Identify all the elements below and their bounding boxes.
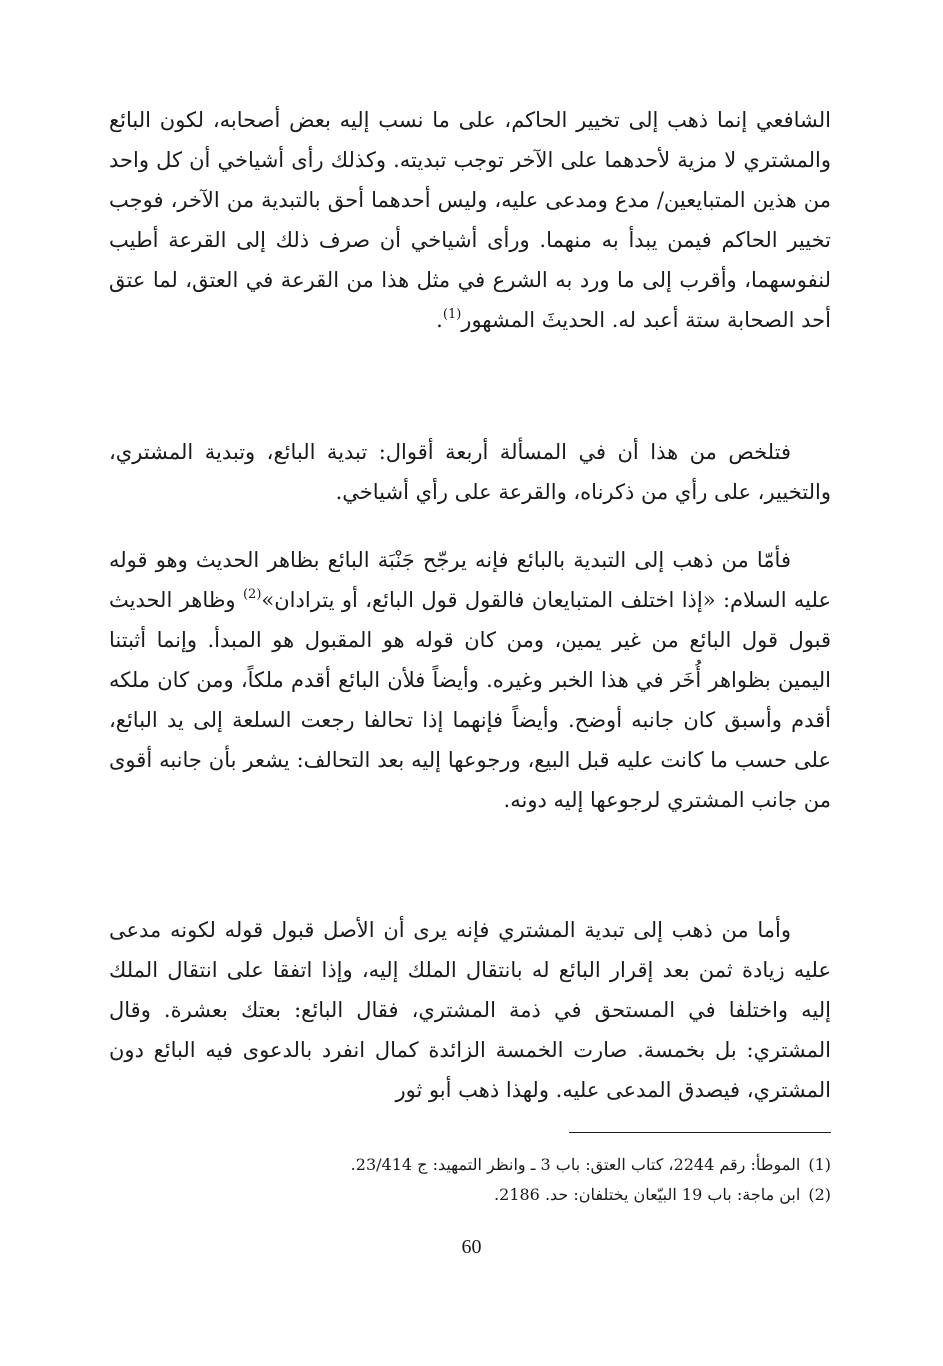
page-number: 60 bbox=[461, 1236, 482, 1258]
footnote-text: ابن ماجة: باب 19 البيّعان يختلفان: حد. 2186. bbox=[494, 1185, 801, 1204]
footnote-separator bbox=[569, 1132, 831, 1133]
paragraph-3-continuation: وظاهر الحديث قبول قول البائع من غير يمين، ومن كان قوله هو المقبول هو المبدأ. وإنما أثبتنا اليمين بظواهر أُخَر في هذا الخبر وغيره. وأيضاً فلأن البائع أقدم ملكاً، ومن كان ملكه أقدم وأسبق كان جانبه أوضح. وأيضاً فإنهما إذا تحالفا رجعت السلعة إلى يد البائع، على حسب ما كانت عليه قبل البيع، ورجوعها إليه بعد التحالف: يشعر بأن جانبه أقوى من جانب المشتري لرجوعها إليه دونه. bbox=[109, 588, 831, 812]
body-paragraph-3 bbox=[109, 540, 831, 820]
footnote-text: الموطأ: رقم 2244، كتاب العتق: باب 3 ـ وانظر التمهيد: ج 23/414. bbox=[350, 1155, 801, 1174]
body-paragraph-2 bbox=[109, 432, 831, 512]
paragraph-3-text: فأمّا من ذهب إلى التبدية بالبائع فإنه يرجّح جَنْبَة البائع بظاهر الحديث وهو قوله عليه السلام: «إذا اختلف المتبايعان فالقول قول البائع، أو يترادان» bbox=[109, 548, 831, 612]
footnote-ref-2[interactable]: (2) bbox=[242, 587, 262, 602]
footnote-2 bbox=[109, 1180, 831, 1210]
paragraph-2-text: فتلخص من هذا أن في المسألة أربعة أقوال: تبدية البائع، وتبدية المشتري، والتخيير، على رأي من ذكرناه، والقرعة على رأي أشياخي. bbox=[109, 440, 831, 504]
paragraph-1-end: . bbox=[436, 308, 443, 332]
paragraph-4-text: وأما من ذهب إلى تبدية المشتري فإنه يرى أن الأصل قبول قوله لكونه مدعى عليه زيادة ثمن بعد إقرار البائع له بانتقال الملك إليه، وإذا اتفقا على انتقال الملك إليه واختلفا في المستحق في ذمة المشتري، فقال البائع: بعتك بعشرة. وقال المشتري: بل بخمسة. صارت الخمسة الزائدة كمال انفرد بالدعوى فيه البائع دون المشتري، فيصدق المدعى عليه. ولهذا ذهب أبو ثور bbox=[109, 918, 831, 1102]
paragraph-text bbox=[109, 100, 831, 340]
footnote-ref-1[interactable]: (1) bbox=[442, 307, 462, 322]
body-paragraph-1 bbox=[109, 100, 831, 340]
footnotes bbox=[109, 1150, 831, 1210]
footnote-number: (2) bbox=[808, 1185, 831, 1204]
body-paragraph-4 bbox=[109, 910, 831, 1110]
footnote-number: (1) bbox=[808, 1155, 831, 1174]
paragraph-1-text: الشافعي إنما ذهب إلى تخيير الحاكم، على ما نسب إليه بعض أصحابه، لكون البائع والمشتري لا مزية لأحدهما على الآخر توجب تبديته. وكذلك رأى أشياخي أن كل واحد من هذين المتبايعين/ مدع ومدعى عليه، وليس أحدهما أحق بالتبدية من الآخر، فوجب تخيير الحاكم فيمن يبدأ به منهما. ورأى أشياخي أن صرف ذلك إلى القرعة أطيب لنفوسهما، وأقرب إلى ما ورد به الشرع في مثل هذا من القرعة في العتق، لما عتق أحد الصحابة ستة أعبد له. الحديثَ المشهور bbox=[109, 108, 831, 332]
paragraph-text bbox=[109, 540, 831, 820]
footnote-1 bbox=[109, 1150, 831, 1180]
